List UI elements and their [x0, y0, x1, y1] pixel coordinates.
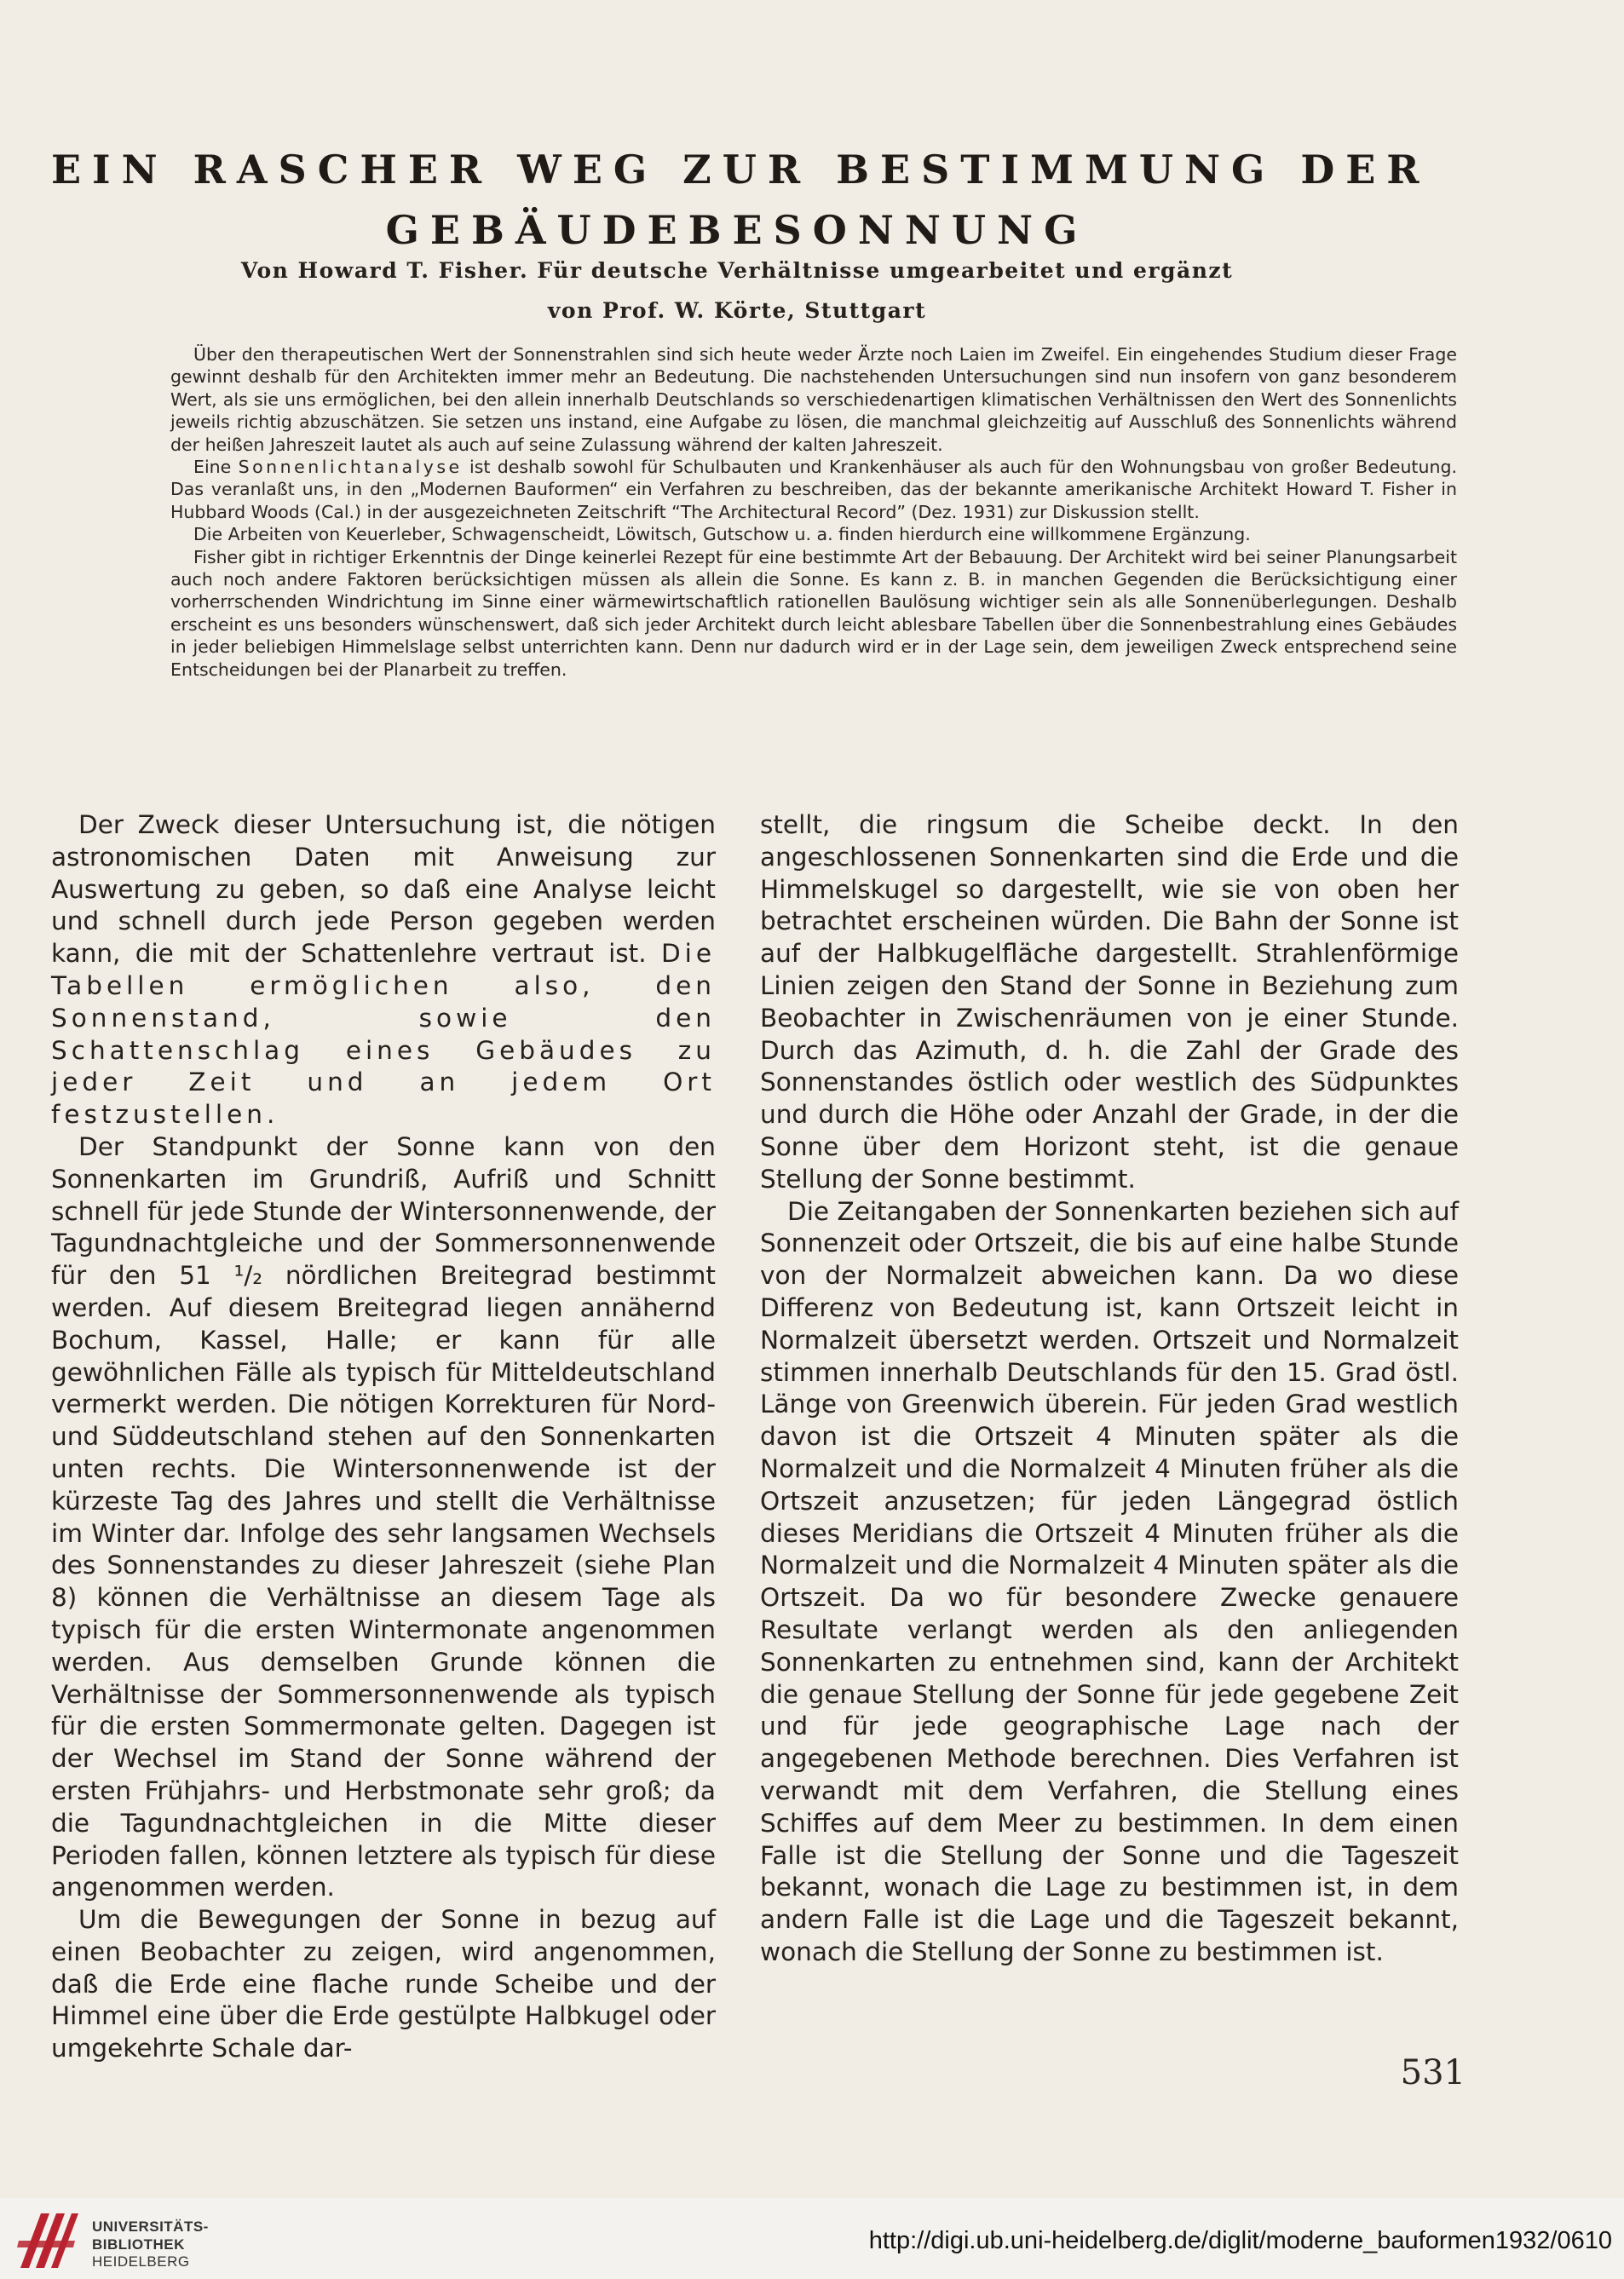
heidelberg-library-logo-icon — [15, 2207, 82, 2273]
editorial-introduction — [170, 343, 1457, 681]
body-paragraph — [51, 809, 716, 1131]
body-paragraph: Der Standpunkt der Sonne kann von den Sonnenkarten im Grundriß, Aufriß und Schnitt schnell für jede Stunde der Wintersonnenwende, der Tagundnachtgleiche und der Sommersonnenwende für den 51 ¹/₂ nördlichen Breitegrad bestimmt werden. Auf diesem Breitegrad liegen annähernd Bochum, Kassel, Halle; er kann für alle gewöhnlichen Fälle als typisch für Mitteldeutschland vermerkt werden. Die nötigen Korrekturen für Nord- und Süddeutschland stehen auf den Sonnenkarten unten rechts. Die Wintersonnenwende ist der kürzeste Tag des Jahres und stellt die Verhältnisse im Winter dar. Infolge des sehr langsamen Wechsels des Sonnenstandes zu dieser Jahreszeit (siehe Plan 8) können die Verhältnisse an diesem Tage als typisch für die ersten Wintermonate angenommen werden. Aus demselben Grunde können die Verhältnisse der Sommersonnenwende als typisch für die ersten Sommermonate gelten. Dagegen ist der Wechsel im Stand der Sonne während der ersten Frühjahrs- und Herbstmonate sehr groß; da die Tagundnachtgleichen in die Mitte dieser Perioden fallen, können letztere als typisch für diese angenommen werden. — [51, 1131, 716, 1902]
intro-text: ist deshalb sowohl für Schulbauten und Krankenhäuser als auch für den Wohnungsbau von großer Bedeutung. Das veranlaßt uns, in den „Modernen Bauformen“ ein Verfahren zu beschreiben, das der bekannte amerikanische Architekt Howard T. Fisher in Hubbard Woods (Cal.) in der ausgezeichneten Zeitschrift “The Architectural Record” (Dez. 1931) zur Diskussion stellt. — [170, 457, 1457, 522]
byline-line-1: Von Howard T. Fisher. Für deutsche Verhältnisse umgearbeitet und ergänzt — [240, 258, 1234, 283]
intro-paragraph: Über den therapeutischen Wert der Sonnenstrahlen sind sich heute weder Ärzte noch Laien im Zweifel. Ein eingehendes Studium dieser Frage gewinnt deshalb für den Architekten immer mehr an Bedeutung. Die nachstehenden Untersuchungen sind nun insofern von ganz besonderem Wert, als sie uns ermöglichen, bei den allein innerhalb Deutschlands so verschiedenartigen klimatischen Verhältnissen den Wert des Sonnenlichts jeweils richtig abzuschätzen. Sie setzen uns instand, eine Aufgabe zu lösen, die manchmal gleichzeitig auf Ausschluß des Sonnenlichts während der heißen Jahreszeit lautet als auch auf seine Zulassung während der kalten Jahreszeit. — [170, 344, 1457, 455]
library-name-line-1: UNIVERSITÄTS- — [92, 2219, 209, 2235]
article-title-line-2: GEBÄUDEBESONNUNG — [385, 207, 1089, 253]
body-text: Der Zweck dieser Untersuchung ist, die nötigen astronomischen Daten mit Anweisung zur Auswertung zu geben, so daß eine Analyse leicht und schnell durch jede Person gegeben werden kann, die mit der Schattenlehre vertraut ist. — [51, 810, 716, 969]
body-column-right — [760, 809, 1459, 1969]
byline-line-2: von Prof. W. Körte, Stuttgart — [547, 298, 927, 323]
intro-paragraph: Fisher gibt in richtiger Erkenntnis der Dinge keinerlei Rezept für eine bestimmte Art der Bebauung. Der Architekt wird bei seiner Planungsarbeit auch noch andere Faktoren berücksichtigen müssen als allein die Sonne. Es kann z. B. in manchen Gegenden die Berücksichtigung einer vorherrschenden Windrichtung im Sinne einer wärmewirtschaftlich rationellen Baulösung wichtiger sein als alle Sonnenüberlegungen. Deshalb erscheint es uns besonders wünschenswert, daß sich jeder Architekt durch leicht ablesbare Tabellen über die Sonnenbestrahlung eines Gebäudes in jeder beliebigen Himmelslage selbst unterrichten kann. Denn nur dadurch wird er in der Lage sein, dem jeweiligen Zweck entsprechend seine Entscheidungen bei der Planarbeit zu treffen. — [170, 546, 1457, 680]
body-paragraph: Um die Bewegungen der Sonne in bezug auf einen Beobachter zu zeigen, wird angenommen, daß die Erde eine flache runde Scheibe und der Himmel eine über die Erde gestülpte Halbkugel oder umgekehrte Schale dar- — [51, 1905, 716, 2063]
source-url-link[interactable]: http://digi.ub.uni-heidelberg.de/diglit/moderne_bauformen1932/0610 — [868, 2227, 1612, 2254]
body-column-left — [51, 809, 716, 2065]
library-name-line-2: BIBLIOTHEK — [92, 2236, 185, 2253]
body-paragraph: stellt, die ringsum die Scheibe deckt. In den angeschlossenen Sonnenkarten sind die Erde und die Himmelskugel so dargestellt, wie sie von oben her betrachtet erscheinen würden. Die Bahn der Sonne ist auf der Halbkugelfläche dargestellt. Strahlenförmige Linien zeigen den Stand der Sonne in Beziehung zum Beobachter in Zwischenräumen von je einer Stunde. Durch das Azimuth, d. h. die Zahl der Grade des Sonnenstandes östlich oder westlich des Südpunktes und durch die Höhe oder Anzahl der Grade, in der die Sonne über dem Horizont steht, ist die genaue Stellung der Sonne bestimmt. — [760, 810, 1459, 1194]
intro-paragraph — [170, 456, 1457, 523]
intro-paragraph: Die Arbeiten von Keuerleber, Schwagenscheidt, Löwitsch, Gutschow u. a. finden hierdurch eine willkommene Ergänzung. — [193, 524, 1251, 545]
body-paragraph: Die Zeitangaben der Sonnenkarten beziehen sich auf Sonnenzeit oder Ortszeit, die bis auf eine halbe Stunde von der Normalzeit abweichen kann. Da wo diese Differenz von Bedeutung ist, kann Ortszeit leicht in Normalzeit übersetzt werden. Ortszeit und Normalzeit stimmen innerhalb Deutschlands für den 15. Grad östl. Länge von Greenwich überein. Für jeden Grad westlich davon ist die Ortszeit 4 Minuten später als die Normalzeit und die Normalzeit 4 Minuten früher als die Ortszeit anzusetzen; für jeden Längegrad östlich dieses Meridians die Ortszeit 4 Minuten früher als die Normalzeit und die Normalzeit 4 Minuten später als die Ortszeit. Da wo für besondere Zwecke genauere Resultate verlangt werden als den anliegenden Sonnenkarten zu entnehmen sind, kann der Architekt die genaue Stellung der Sonne für jede gegebene Zeit und für jede geographische Lage nach der angegebenen Methode berechnen. Dies Verfahren ist verwandt mit dem Verfahren, die Stellung eines Schiffes auf dem Meer zu bestimmen. In dem einen Falle ist die Stellung der Sonne und die Tageszeit bekannt, wonach die Lage zu bestimmen ist, in dem andern Falle ist die Lage und die Tageszeit bekannt, wonach die Stellung der Sonne zu bestimmen ist. — [760, 1196, 1459, 1966]
emphasized-sentence: Die Tabellen ermöglichen also, den Sonnenstand, sowie den Schattenschlag eines Gebäudes zu jeder Zeit und an jedem Ort festzustellen. — [51, 939, 716, 1130]
article-title-line-1: EIN RASCHER WEG ZUR BESTIMMUNG DER — [51, 147, 1431, 193]
library-name-line-3: HEIDELBERG — [92, 2253, 190, 2270]
emphasized-term: Sonnenlichtanalyse — [238, 457, 463, 478]
page-number: 531 — [1400, 2053, 1466, 2092]
intro-text: Eine — [193, 457, 239, 478]
